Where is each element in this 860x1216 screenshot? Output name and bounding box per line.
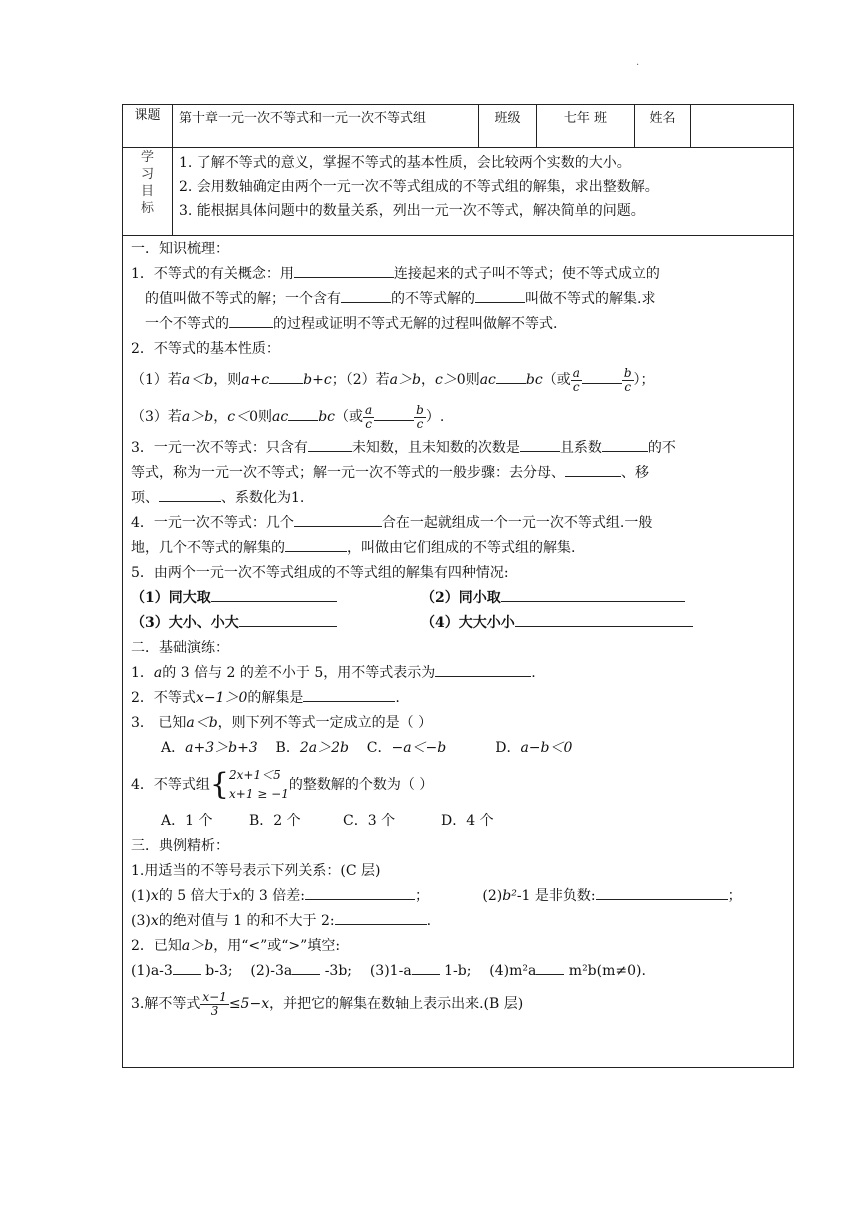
- math: a＜b: [186, 715, 218, 731]
- fraction-denominator: c: [365, 416, 372, 431]
- text: 连接起来的式子叫不等式；使不等式成立的: [393, 266, 660, 282]
- answer-blank[interactable]: [239, 612, 337, 627]
- text: ；: [727, 888, 742, 904]
- answer-blank[interactable]: [269, 369, 303, 384]
- text: ，: [420, 372, 435, 388]
- text: （1）若: [131, 372, 182, 388]
- text: 叫做不等式的解集.求: [525, 291, 656, 307]
- goal-item: 3. 能根据具体问题中的数量关系，列出一元一次不等式，解决简单的问题。: [179, 203, 645, 219]
- text: .: [395, 690, 400, 706]
- fraction-denominator: c: [624, 379, 632, 394]
- text: （1）同大取: [131, 590, 211, 606]
- text: ，: [213, 409, 228, 425]
- text: 2．不等式的基本性质：: [131, 341, 280, 357]
- fraction-numerator: b: [623, 365, 632, 380]
- math: c＞: [434, 372, 457, 388]
- text: (3)1-a: [369, 963, 412, 979]
- math: a: [153, 665, 163, 681]
- math: b²: [502, 888, 517, 904]
- text: ，则下列不等式一定成立的是（ ）: [217, 715, 433, 731]
- text: 一个不等式的: [145, 316, 229, 332]
- text: （2）同小取: [421, 590, 501, 606]
- text: ，用“<”或“>”填空:: [213, 938, 341, 954]
- option-a[interactable]: A．1 个: [161, 813, 213, 829]
- goals-label: 学习目标: [123, 147, 173, 235]
- math: 2x+1＜5: [229, 768, 281, 782]
- fraction-denominator: c: [416, 416, 424, 431]
- math: a＞b: [389, 372, 421, 388]
- answer-blank[interactable]: [501, 587, 685, 602]
- text: 4．不等式组: [131, 777, 210, 793]
- answer-blank[interactable]: [229, 313, 273, 328]
- option-label: B．: [275, 740, 300, 756]
- goal-item: 2. 会用数轴确定由两个一元一次不等式组成的不等式组的解集，求出整数解。: [179, 179, 659, 195]
- text: 1．不等式的有关概念：用: [131, 266, 294, 282]
- text: 1-b;: [444, 963, 472, 979]
- answer-area[interactable]: [131, 1024, 787, 1104]
- option-d[interactable]: a−b＜0: [520, 740, 573, 756]
- option-c[interactable]: −a＜−b: [391, 740, 447, 756]
- fraction-denominator: 3: [210, 1003, 219, 1018]
- answer-blank[interactable]: [303, 687, 395, 702]
- fraction-numerator: b: [416, 402, 424, 417]
- math: x+1 ≥ −1: [229, 787, 289, 801]
- option-label: D．: [495, 740, 521, 756]
- answer-blank[interactable]: [602, 437, 648, 452]
- text: 1．: [131, 665, 154, 681]
- math: x−1＞0: [195, 690, 248, 706]
- text: 地，几个不等式的解集的: [131, 540, 285, 556]
- answer-blank[interactable]: [308, 437, 352, 452]
- text: ；: [415, 888, 429, 904]
- option-label: A．: [161, 740, 186, 756]
- text: 的绝对值与 1 的和不大于 2:: [158, 913, 335, 929]
- text: 的值叫做不等式的解；一个含有: [145, 291, 341, 307]
- text: 1.用适当的不等号表示下列关系：(C 层): [131, 863, 381, 879]
- option-label: C．: [366, 740, 392, 756]
- text: （或: [542, 372, 571, 388]
- answer-blank[interactable]: [341, 288, 391, 303]
- section2-heading: 二．基础演练：: [131, 640, 229, 656]
- class-label: 班级: [479, 105, 537, 147]
- text: 且系数: [559, 440, 602, 456]
- text: b-3;: [205, 963, 233, 979]
- answer-blank[interactable]: [536, 960, 564, 975]
- text: 项、: [131, 490, 159, 506]
- text: .: [426, 913, 432, 929]
- option-b[interactable]: B．2 个: [249, 813, 301, 829]
- section3-heading: 三．典例精析：: [131, 838, 229, 854]
- text: 3． 已知: [131, 715, 187, 731]
- text: 2．已知: [131, 938, 182, 954]
- text: ）.: [425, 409, 445, 425]
- text: ，叫做由它们组成的不等式组的解集.: [347, 540, 576, 556]
- answer-blank[interactable]: [159, 487, 221, 502]
- text: 的 5 倍大于: [158, 888, 233, 904]
- option-b[interactable]: 2a＞2b: [299, 740, 349, 756]
- text: 3.解不等式: [131, 996, 201, 1012]
- answer-blank[interactable]: [294, 263, 394, 278]
- section1-heading: 一．知识梳理：: [131, 241, 229, 257]
- math: ≤5−x: [228, 996, 270, 1012]
- answer-blank[interactable]: [515, 612, 693, 627]
- text: 的 3 倍差:: [240, 888, 305, 904]
- math: a＜b: [181, 372, 214, 388]
- math: a＞b: [181, 938, 214, 954]
- fraction-numerator: x−1: [202, 989, 227, 1004]
- fraction-numerator: a: [572, 365, 580, 380]
- answer-blank[interactable]: [294, 512, 382, 527]
- math: ac: [479, 372, 496, 388]
- fraction-numerator: a: [365, 402, 373, 417]
- header-row: [123, 105, 793, 148]
- answer-blank[interactable]: [412, 960, 440, 975]
- text: 、移: [621, 465, 649, 481]
- math: b+c: [303, 372, 332, 388]
- math: c＜: [227, 409, 250, 425]
- text: （4）大大小小: [421, 615, 515, 631]
- text: .: [531, 665, 536, 681]
- math: x: [232, 888, 241, 904]
- text: 的 3 倍与 2 的差不小于 5，用不等式表示为: [162, 665, 436, 681]
- answer-blank[interactable]: [520, 437, 560, 452]
- text: ；（2）若: [331, 372, 390, 388]
- text: (4)m²a: [489, 963, 537, 979]
- answer-blank[interactable]: [582, 369, 622, 384]
- answer-blank[interactable]: [173, 960, 201, 975]
- answer-blank[interactable]: [292, 960, 320, 975]
- math: x: [150, 888, 159, 904]
- text: (2)-3a: [250, 963, 293, 979]
- text: 5．由两个一元一次不等式组成的不等式组的解集有四种情况:: [131, 565, 509, 581]
- answer-blank[interactable]: [435, 662, 531, 677]
- page-dot: ·: [636, 60, 640, 71]
- text: 2．不等式: [131, 690, 196, 706]
- text: 、系数化为1.: [221, 490, 305, 506]
- option-d[interactable]: D．4 个: [441, 813, 494, 829]
- text: 的过程或证明不等式无解的过程叫做解不等式.: [273, 316, 558, 332]
- answer-blank[interactable]: [288, 406, 318, 421]
- text: -1 是非负数:: [516, 888, 596, 904]
- math: bc: [318, 409, 335, 425]
- answer-blank[interactable]: [596, 885, 728, 900]
- option-a[interactable]: a+3＞b+3: [185, 740, 258, 756]
- text: m²b(m≠0).: [568, 963, 646, 979]
- text: (2): [482, 888, 503, 904]
- name-label: 姓名: [635, 105, 691, 147]
- lesson-title: 第十章一元一次不等式和一元一次不等式组: [173, 105, 479, 147]
- answer-blank[interactable]: [565, 462, 621, 477]
- text: 等式，称为一元一次不等式；解一元一次不等式的一般步骤：去分母、: [131, 465, 565, 481]
- text: 4．一元一次不等式：几个: [131, 515, 294, 531]
- math: bc: [525, 372, 543, 388]
- fraction-denominator: c: [572, 379, 580, 394]
- math: x: [150, 913, 159, 929]
- text: 0则: [249, 409, 272, 425]
- answer-blank[interactable]: [496, 369, 526, 384]
- goal-item: 1. 了解不等式的意义，掌握不等式的基本性质，会比较两个实数的大小。: [179, 155, 631, 171]
- answer-blank[interactable]: [475, 288, 525, 303]
- text: （3）若: [131, 409, 182, 425]
- answer-blank[interactable]: [335, 910, 427, 925]
- answer-blank[interactable]: [374, 406, 414, 421]
- text: 的整数解的个数为（ ）: [288, 777, 434, 793]
- math: ac: [272, 409, 289, 425]
- text: (3): [131, 913, 151, 929]
- worksheet: [122, 104, 794, 1068]
- answer-blank[interactable]: [211, 587, 337, 602]
- text: 的不等式解的: [391, 291, 475, 307]
- text: 0则: [456, 372, 480, 388]
- text: ，并把它的解集在数轴上表示出来.(B 层): [269, 996, 524, 1012]
- answer-blank[interactable]: [305, 885, 415, 900]
- math: a＞b: [181, 409, 214, 425]
- text: 合在一起就组成一个一元一次不等式组.一般: [381, 515, 653, 531]
- main-content: [131, 237, 787, 1104]
- text: 3．一元一次不等式：只含有: [131, 440, 308, 456]
- subject-label: 课题: [123, 105, 173, 147]
- math: a+c: [241, 372, 270, 388]
- text: -3b;: [324, 963, 353, 979]
- text: ）；: [633, 372, 655, 388]
- text: ，则: [213, 372, 242, 388]
- text: (1): [131, 888, 151, 904]
- text: 未知数，且未知数的次数是: [351, 440, 520, 456]
- option-c[interactable]: C．3 个: [343, 813, 396, 829]
- brace: {: [209, 767, 230, 802]
- learning-goals: [123, 147, 793, 236]
- text: （或: [335, 409, 363, 425]
- text: (1)a-3: [131, 963, 173, 979]
- text: 的解集是: [247, 690, 304, 706]
- class-value: 七年 班: [537, 105, 635, 147]
- answer-blank[interactable]: [285, 537, 347, 552]
- text: 的不: [647, 440, 676, 456]
- text: （3）大小、小大: [131, 615, 239, 631]
